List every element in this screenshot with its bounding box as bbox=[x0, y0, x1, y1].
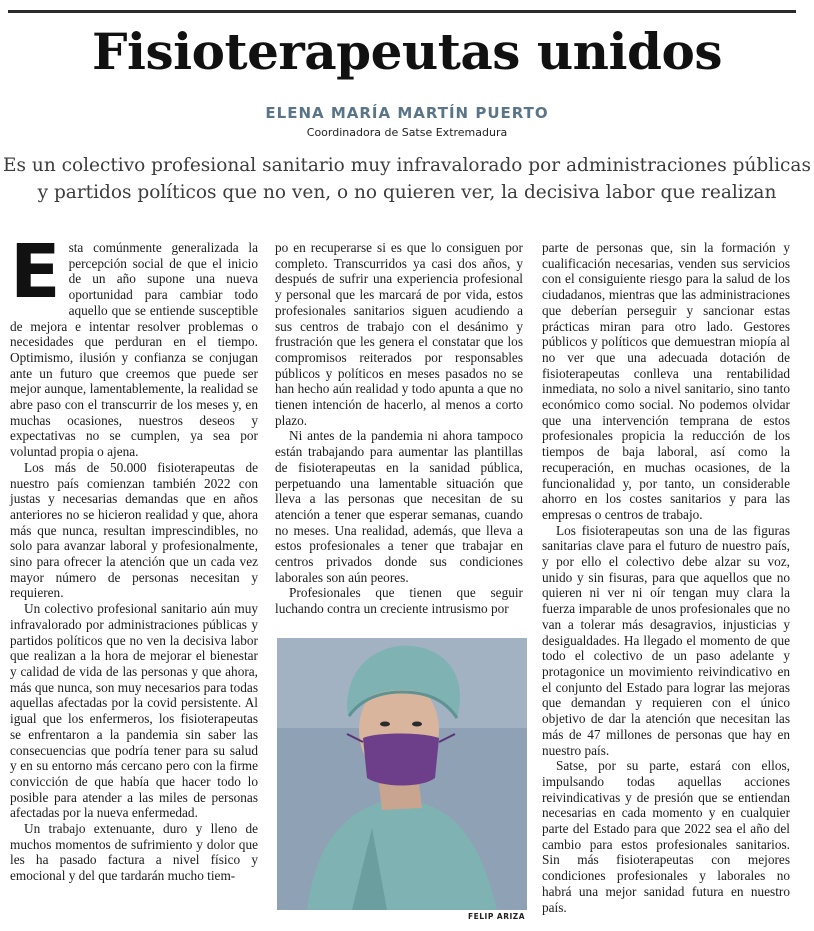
drop-cap: E bbox=[10, 229, 61, 315]
illustration-credit: FELIP ARIZA bbox=[468, 912, 526, 921]
paragraph: parte de personas que, sin la formación y cualificación necesarias, venden sus servicios con el consiguiente riesgo para la salud de los ciudadanos, mientras que las administraciones que deberían perseguir y sancionar estas prácticas miran para otro lado. Gestores públicos y políticos que demuestran miopía al no ver que una adecuada dotación de fisioterapeutas conlleva una rentabilidad inmediata, no solo a nivel sanitario, sino tanto económico como social. No podemos olvidar que una intervención temprana de estos profesionales propicia la reducción de los tiempos de baja laboral, así como la recuperación, en muchas ocasiones, de la funcionalidad y, por tanto, un considerable ahorro en los costes sanitarios y para las empresas o centros de trabajo. bbox=[542, 240, 790, 522]
paragraph: Un colectivo profesional sanitario aún muy infravalorado por administraciones públicas y partidos políticos que no ven la decisiva labor que realizan a la hora de mejorar el bienestar y calidad de vida de las personas y que ahora, más que nunca, son muy necesarios para todas aquellas afectadas por la covid persistente. Al igual que los enfermeros, los fisioterapeutas se enfrentaron a la pandemia sin saber las consecuencias que podría tener para su salud y en su entorno más cercano pero con la firme convicción de que había que hacer todo lo posible para atender a las miles de personas afectadas por la nueva enfermedad. bbox=[10, 601, 258, 821]
paragraph: sta comúnmente generalizada la percepción social de que el inicio de un año supone una nueva oportunidad para cambiar todo aquello que se entiende susceptible de mejora e intentar resolver problemas o necesidades que perduran en el tiempo. Optimismo, ilusión y confianza se conjugan ante un futuro que creemos que puede ser mejor aunque, lamentablemente, la realidad se abre paso con el transcurrir de los meses y, en muchas ocasiones, nuestros deseos y expectativas no se cumplen, ya sea por voluntad propia o ajena. bbox=[10, 240, 258, 460]
column-2 bbox=[275, 240, 523, 617]
paragraph: Un trabajo extenuante, duro y lleno de muchos momentos de sufrimiento y dolor que les ha pasado factura a nivel físico y emocional y del que tardarán mucho tiem- bbox=[10, 821, 258, 884]
headline: Fisioterapeutas unidos bbox=[92, 22, 722, 81]
healthcare-worker-illustration bbox=[277, 638, 527, 910]
author-role: Coordinadora de Satse Extremadura bbox=[306, 126, 508, 139]
column-1 bbox=[10, 229, 258, 884]
column-3 bbox=[542, 240, 790, 915]
paragraph: Satse, por su parte, estará con ellos, impulsando todas aquellas acciones reivindicativas y de presión que se entiendan necesarias en cada momento y en cualquier parte del Estado para que 2022 sea el año del cambio para estos profesionales sanitarios. Sin más fisioterapeutas con mejores condiciones profesionales y laborales no habrá una mejor sanidad futura en nuestro país. bbox=[542, 758, 790, 915]
illustration-svg bbox=[277, 638, 527, 910]
paragraph: po en recuperarse si es que lo consiguen por completo. Transcurridos ya casi dos años, y después de sufrir una experiencia profesional y personal que les marcará de por vida, estos profesionales sanitarios siguen acudiendo a sus centros de trabajo con el desánimo y frustración que les genera el constatar que los compromisos reiterados por responsables públicos y políticos en meses pasados no se han hecho aún realidad y todo apunta a que no tienen intención de hacerlo, al menos a corto plazo. bbox=[275, 240, 523, 428]
standfirst-line: Es un colectivo profesional sanitario muy infravalorado por administraciones públicas bbox=[3, 155, 811, 176]
paragraph: Los fisioterapeutas son una de las figuras sanitarias clave para el futuro de nuestro país, y por ello el colectivo debe alzar su voz, unido y sin fisuras, para que aquellos que no quieren ni ver ni oír tengan muy clara la fuerza imparable de unos profesionales que no van a tolerar más desagravios, injusticias y desigualdades. Ha llegado el momento de que todo el colectivo de un paso adelante y protagonice un movimiento reivindicativo en el conjunto del Estado para lograr las mejoras que demandan y requieren con el único objetivo de dar la atención que necesitan las más de 47 millones de personas que hay en nuestro país. bbox=[542, 522, 790, 758]
paragraph: Profesionales que tienen que seguir luchando contra un creciente intrusismo por bbox=[275, 585, 523, 617]
standfirst-line: y partidos políticos que no ven, o no quieren ver, la decisiva labor que realizan bbox=[37, 182, 777, 203]
standfirst bbox=[0, 152, 814, 206]
paragraph: Los más de 50.000 fisioterapeutas de nuestro país comienzan también 2022 con justas y necesarias demandas que en años anteriores no se hicieron realidad y que, ahora más que nunca, resultan imprescindibles, no solo para avanzar laboral y profesionalmente, sino para ofrecer la atención que un cada vez mayor número de personas necesitan y requieren. bbox=[10, 459, 258, 601]
author-name: ELENA MARÍA MARTÍN PUERTO bbox=[265, 104, 549, 122]
top-rule bbox=[8, 10, 796, 13]
paragraph: Ni antes de la pandemia ni ahora tampoco están trabajando para aumentar las plantillas de fisioterapeutas en la sanidad pública, perpetuando una lamentable situación que lleva a las personas que necesitan de su atención a tener que esperar semanas, cuando no meses. Una realidad, además, que lleva a estos profesionales a tener que trabajar en centros privados donde sus condiciones laborales son aún peores. bbox=[275, 428, 523, 585]
